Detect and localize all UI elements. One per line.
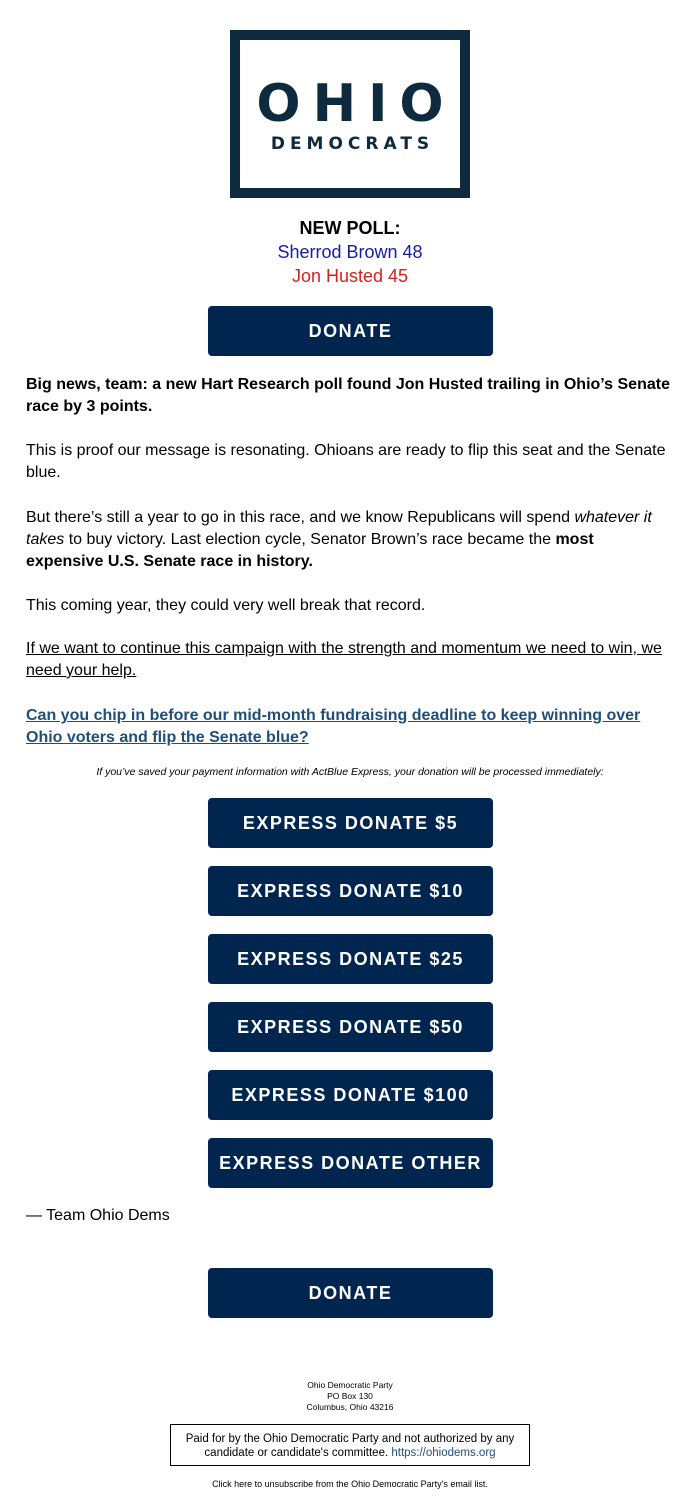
logo-line1: OHIO — [256, 74, 456, 134]
po-box: PO Box 130 — [327, 1391, 373, 1401]
poll-husted: Jon Husted 45 — [291, 266, 409, 286]
website-link[interactable]: https://ohiodems.org — [391, 1447, 496, 1459]
express-donate-50-button[interactable]: EXPRESS DONATE $50 — [208, 1002, 493, 1052]
city: Columbus, Ohio 43216 — [306, 1402, 394, 1412]
mailing-address — [0, 1380, 700, 1413]
org-name: Ohio Democratic Party — [307, 1380, 393, 1390]
ohio-democrats-logo — [230, 30, 470, 198]
logo-line2: DEMOCRATS — [270, 134, 435, 154]
express-donate-100-button[interactable]: EXPRESS DONATE $100 — [208, 1070, 493, 1120]
paragraph-spending — [26, 507, 674, 573]
paragraph-poll-news: Big news, team: a new Hart Research poll found Jon Husted trailing in Ohio’s Senate race by 3 points. — [26, 376, 670, 415]
unsubscribe-link[interactable]: Click here to unsubscribe from the Ohio Democratic Party's email list. — [212, 1479, 488, 1489]
chip-in-link[interactable]: Can you chip in before our mid-month fundraising deadline to keep winning over Ohio voters and flip the Senate blue? — [26, 707, 641, 746]
poll-heading: NEW POLL: — [299, 218, 401, 238]
text: to buy victory. Last election cycle, Senator Brown’s race became the — [64, 531, 556, 548]
express-donate-25-button[interactable]: EXPRESS DONATE $25 — [208, 934, 493, 984]
paid-for-disclaimer — [170, 1424, 530, 1466]
donate-button-top[interactable]: DONATE — [208, 306, 493, 356]
express-note: If you’ve saved your payment information with ActBlue Express, your donation will be processed immediately: — [96, 766, 604, 778]
paragraph-help: If we want to continue this campaign with the strength and momentum we need to win, we need your help. — [26, 640, 662, 679]
paragraph-message: This is proof our message is resonating. Ohioans are ready to flip this seat and the Senate blue. — [26, 442, 666, 481]
disclaimer-text: Paid for by the Ohio Democratic Party and not authorized by any candidate or candidate's committee. — [185, 1433, 515, 1459]
express-donate-5-button[interactable]: EXPRESS DONATE $5 — [208, 798, 493, 848]
bold-text: most expensive U.S. Senate race in history. — [26, 531, 594, 570]
poll-summary — [0, 216, 700, 288]
express-donate-other-button[interactable]: EXPRESS DONATE OTHER — [208, 1138, 493, 1188]
emphasis: whatever it takes — [26, 509, 652, 548]
donate-button-bottom[interactable]: DONATE — [208, 1268, 493, 1318]
signoff: — Team Ohio Dems — [26, 1207, 170, 1224]
express-donate-10-button[interactable]: EXPRESS DONATE $10 — [208, 866, 493, 916]
paragraph-record: This coming year, they could very well break that record. — [26, 597, 426, 614]
text: But there’s still a year to go in this race, and we know Republicans will spend — [26, 509, 575, 526]
poll-brown: Sherrod Brown 48 — [277, 242, 423, 262]
